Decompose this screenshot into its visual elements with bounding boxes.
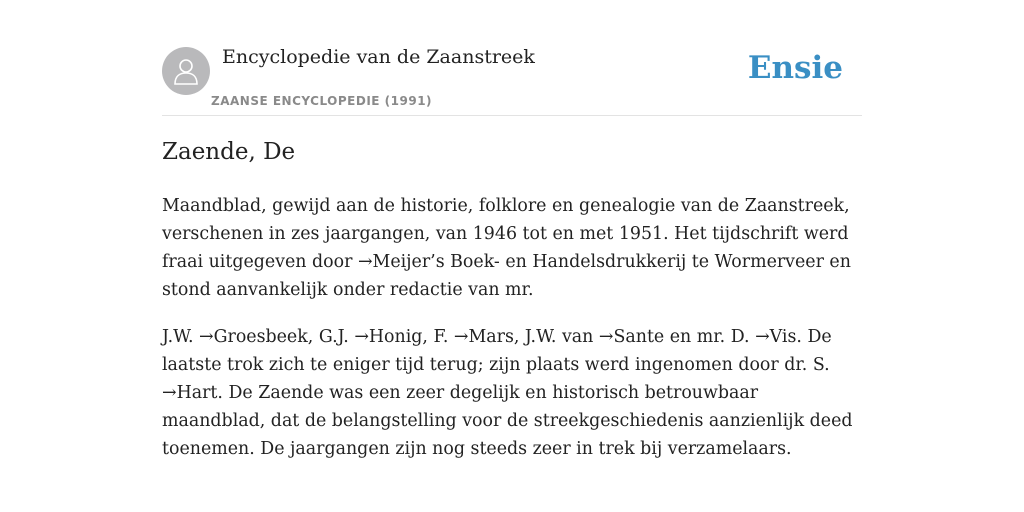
source-title[interactable]: Encyclopedie van de Zaanstreek	[222, 46, 535, 68]
xref-link-hart[interactable]: →Hart	[162, 383, 218, 403]
paragraph-text: . De laatste trok zich te eniger tijd terug; zijn plaats werd ingenomen door dr. S.	[162, 327, 832, 375]
xref-link-sante[interactable]: →Sante	[598, 327, 665, 347]
paragraph-text: , F.	[422, 327, 454, 347]
entry-paragraph-2	[162, 323, 866, 463]
paragraph-text: , J.W. van	[513, 327, 599, 347]
entry-paragraph-1	[162, 192, 866, 304]
xref-link-honig[interactable]: →Honig	[354, 327, 423, 347]
xref-link-groesbeek[interactable]: →Groesbeek	[199, 327, 308, 347]
paragraph-text: , G.J.	[307, 327, 355, 347]
paragraph-text: J.W.	[162, 327, 200, 347]
entry-title: Zaende, De	[162, 139, 296, 165]
brand-logo[interactable]: Ensie	[747, 50, 843, 86]
xref-link-mars[interactable]: →Mars	[453, 327, 514, 347]
header-divider	[162, 115, 862, 116]
paragraph-text: . De Zaende was een zeer degelijk en historisch betrouwbaar maandblad, dat de belangstelling voor de streekgeschiedenis aanzienlijk deed toenemen. De jaargangen zijn nog steeds zeer in trek bij verzamelaars.	[162, 383, 853, 459]
paragraph-text: en mr. D.	[664, 327, 756, 347]
source-subtitle: ZAANSE ENCYCLOPEDIE (1991)	[211, 94, 433, 108]
user-icon	[173, 57, 199, 85]
xref-link-meijers[interactable]: →Meijer’s	[357, 252, 445, 272]
paragraph-text: Maandblad, gewijd aan de historie, folklore en genealogie van de Zaanstreek, verschenen in zes jaargangen, van 1946 tot en met 1951. Het tijdschrift werd fraai uitgegeven door	[162, 196, 850, 272]
xref-link-vis[interactable]: →Vis	[755, 327, 797, 347]
paragraph-text: Boek- en Handelsdrukkerij te Wormerveer en stond aanvankelijk onder redactie van mr.	[162, 252, 851, 300]
source-avatar[interactable]	[162, 47, 210, 95]
